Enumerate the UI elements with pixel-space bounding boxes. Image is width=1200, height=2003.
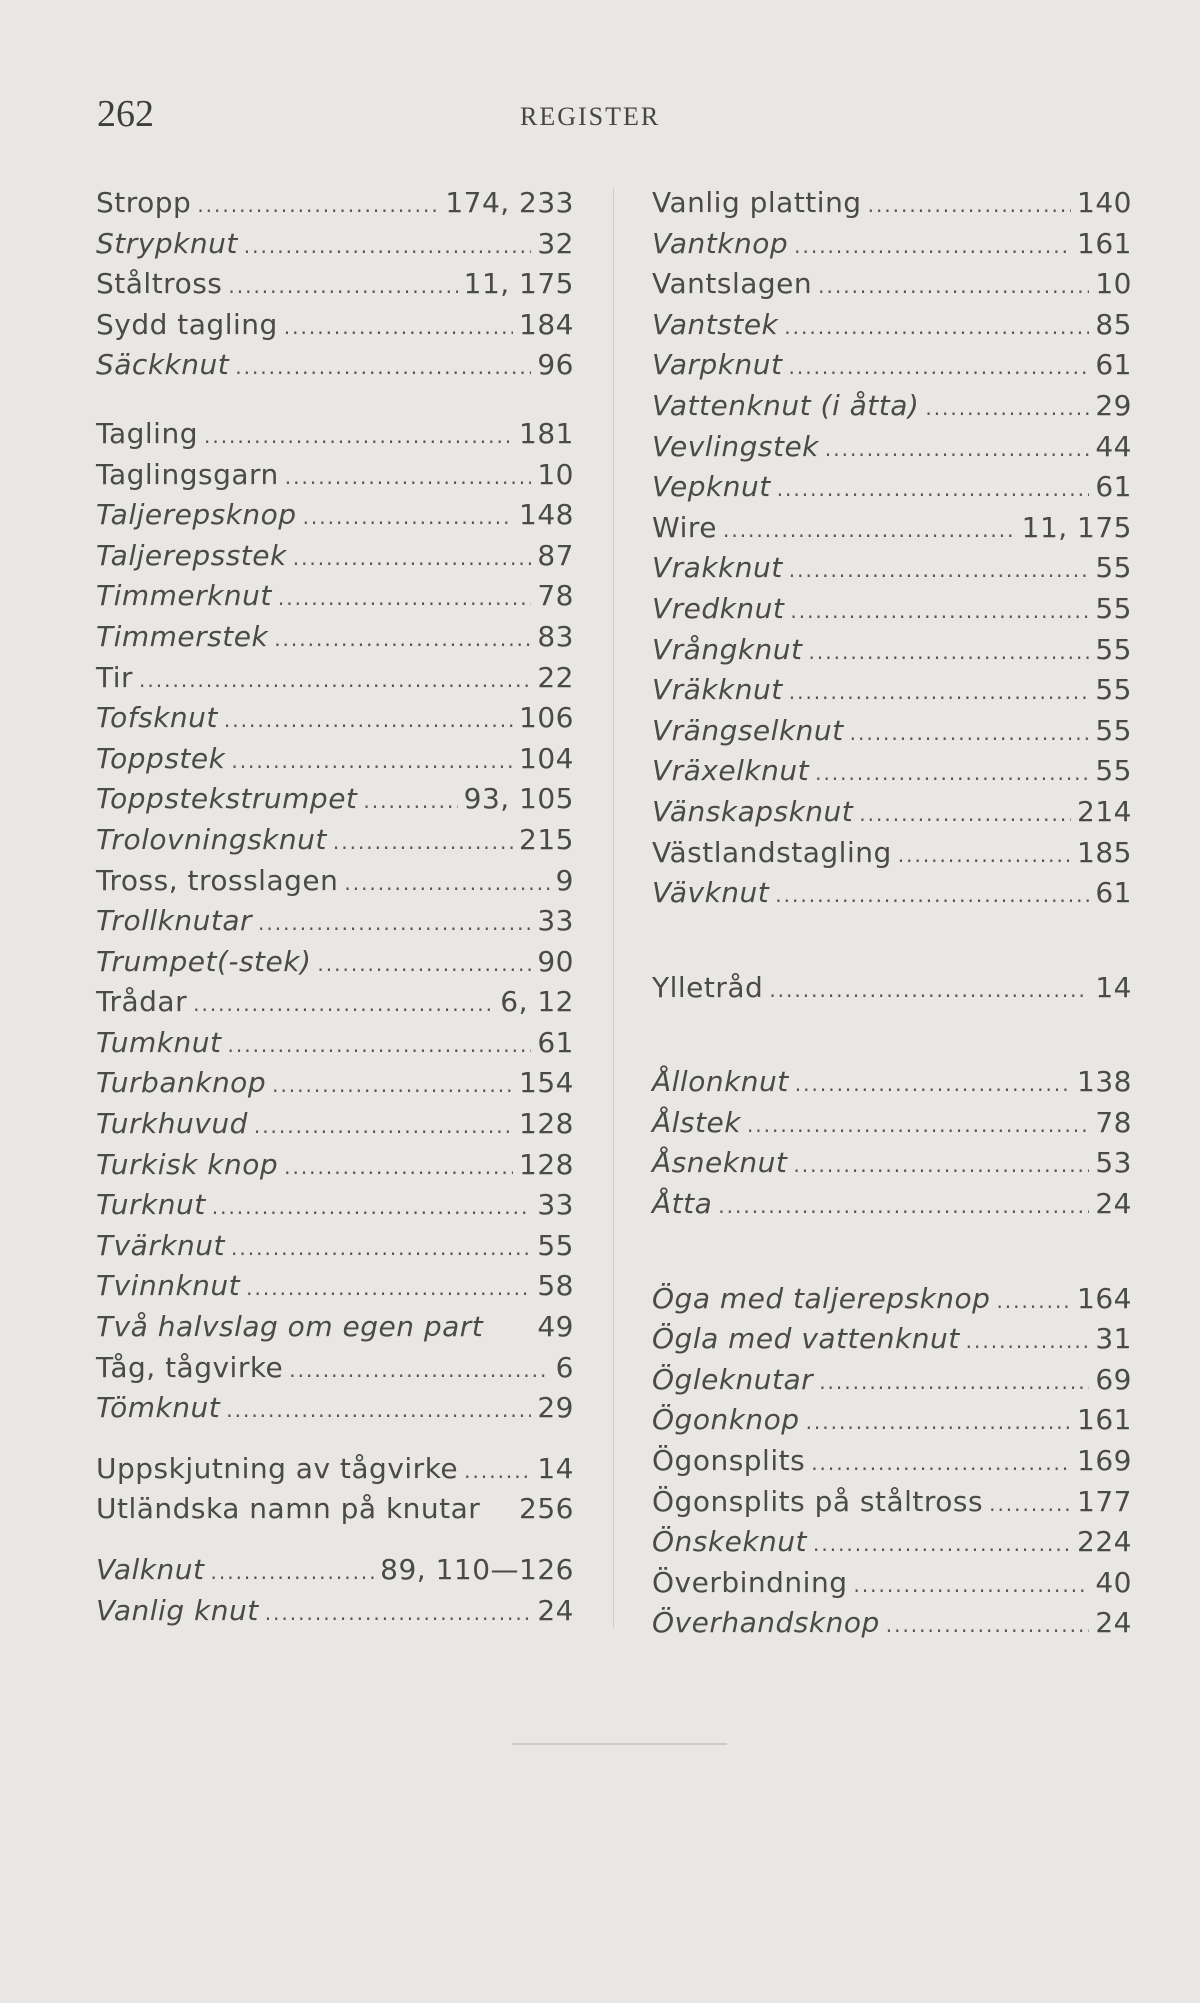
dot-leader <box>723 510 1016 551</box>
dot-leader <box>809 632 1090 673</box>
index-term: Turkisk knop <box>96 1147 279 1181</box>
index-entry <box>652 1279 1132 1320</box>
index-term: Vrängselknut <box>652 713 844 747</box>
index-term: Åtta <box>652 1187 713 1221</box>
page-reference: 55 <box>1095 673 1132 707</box>
dot-leader <box>244 226 532 267</box>
index-term: Tumknut <box>96 1025 222 1059</box>
index-term: Taglingsgarn <box>96 457 279 491</box>
dot-leader <box>853 1565 1089 1606</box>
page-reference: 6 <box>555 1350 574 1384</box>
page-reference: 24 <box>537 1593 574 1627</box>
index-term: Säckknut <box>96 348 230 382</box>
index-entry <box>652 711 1132 752</box>
dot-leader <box>777 469 1090 510</box>
dot-leader <box>284 1147 513 1188</box>
index-term: Sydd tagling <box>96 307 278 341</box>
index-entry <box>652 224 1132 265</box>
index-entry <box>652 1482 1132 1523</box>
index-term: Vredknut <box>652 591 785 625</box>
index-term: Trollknutar <box>96 904 252 938</box>
index-term: Tåg, tågvirke <box>96 1350 284 1384</box>
index-entry <box>96 536 574 577</box>
page-reference: 104 <box>519 741 574 775</box>
index-column-left <box>96 183 574 1631</box>
page-reference: 55 <box>1095 754 1132 788</box>
index-entry <box>652 1062 1132 1103</box>
index-term: Ållonknut <box>652 1065 789 1099</box>
index-entry <box>96 576 574 617</box>
section-gap <box>96 386 574 414</box>
dot-leader <box>254 1106 513 1147</box>
page-reference: 32 <box>537 226 574 260</box>
dot-leader <box>224 700 513 741</box>
index-entry <box>652 1522 1132 1563</box>
index-entry <box>96 183 574 224</box>
dot-leader <box>464 1451 531 1492</box>
page-reference: 33 <box>537 1188 574 1222</box>
index-entry <box>96 495 574 536</box>
page-reference: 10 <box>537 457 574 491</box>
page-reference: 148 <box>519 498 574 532</box>
dot-leader <box>886 1605 1090 1646</box>
dot-leader <box>806 1402 1071 1443</box>
dot-leader <box>815 753 1089 794</box>
index-term: Vantstek <box>652 307 779 341</box>
index-entry <box>96 779 574 820</box>
page-reference: 61 <box>1095 348 1132 382</box>
index-term: Toppstekstrumpet <box>96 782 358 816</box>
index-term: Trumpet(-stek) <box>96 944 312 978</box>
dot-leader <box>813 1524 1071 1565</box>
index-entry <box>96 224 574 265</box>
index-entry <box>652 386 1132 427</box>
index-entry <box>96 1348 574 1389</box>
page-reference: 61 <box>1095 470 1132 504</box>
dot-leader <box>850 713 1090 754</box>
index-entry <box>96 1145 574 1186</box>
page-reference: 31 <box>1095 1322 1132 1356</box>
index-term: Turbanknop <box>96 1066 267 1100</box>
index-term: Uppskjutning av tågvirke <box>96 1451 459 1485</box>
index-entry <box>96 1266 574 1307</box>
index-entry <box>652 1563 1132 1604</box>
dot-leader <box>769 970 1089 1011</box>
index-entry <box>652 183 1132 224</box>
dot-leader <box>789 672 1090 713</box>
page-reference: 11, 175 <box>1021 510 1132 544</box>
index-entry <box>652 1360 1132 1401</box>
page-reference: 128 <box>519 1107 574 1141</box>
bottom-rule <box>512 1743 727 1745</box>
dot-leader <box>265 1593 532 1634</box>
index-term: Vanlig platting <box>652 186 862 219</box>
index-entry <box>652 630 1132 671</box>
index-term: Timmerknut <box>96 579 272 613</box>
index-term: Taljerepsknop <box>96 498 297 532</box>
index-entry <box>652 833 1132 874</box>
dot-leader <box>317 944 531 985</box>
column-divider <box>613 188 614 1628</box>
page-reference: 154 <box>519 1066 574 1100</box>
index-entry <box>652 508 1132 549</box>
index-term: Ögonsplits <box>652 1444 806 1478</box>
index-entry <box>96 345 574 386</box>
index-term: Överhandsknop <box>652 1606 880 1640</box>
dot-leader <box>344 863 549 904</box>
index-term: Ögonknop <box>652 1403 800 1437</box>
index-term: Västlandstagling <box>652 835 892 869</box>
dot-leader <box>811 1443 1071 1484</box>
dot-leader <box>204 416 513 457</box>
page-reference: 53 <box>1095 1146 1132 1180</box>
index-term: Överbindning <box>652 1565 848 1599</box>
index-term: Två halvslag om egen part <box>96 1310 484 1344</box>
page-reference: 96 <box>537 348 574 382</box>
index-entry <box>652 1319 1132 1360</box>
page-reference: 24 <box>1095 1606 1132 1640</box>
index-term: Timmerstek <box>96 619 269 653</box>
dot-leader <box>212 1187 532 1228</box>
dot-leader <box>747 1105 1089 1146</box>
dot-leader <box>819 1362 1089 1403</box>
dot-leader <box>794 226 1071 267</box>
dot-leader <box>231 741 513 782</box>
index-term: Ögonsplits på ståltross <box>652 1484 984 1518</box>
index-entry <box>96 861 574 902</box>
index-entry <box>96 982 574 1023</box>
index-entry <box>652 1143 1132 1184</box>
index-term: Tross, trosslagen <box>96 863 339 897</box>
index-entry <box>96 658 574 699</box>
section-gap <box>96 1530 574 1550</box>
page-reference: 55 <box>537 1228 574 1262</box>
dot-leader <box>718 1186 1089 1227</box>
index-entry <box>96 1185 574 1226</box>
page-reference: 87 <box>537 538 574 572</box>
index-term: Vänskapsknut <box>652 794 854 828</box>
index-entry <box>652 968 1132 1009</box>
page-reference: 6, 12 <box>500 985 574 1019</box>
page-reference: 214 <box>1077 794 1132 828</box>
page-reference: 106 <box>519 701 574 735</box>
index-term: Vanlig knut <box>96 1593 259 1627</box>
index-term: Vrakknut <box>652 551 783 585</box>
index-entry <box>96 414 574 455</box>
index-entry <box>96 1550 574 1591</box>
page-reference: 78 <box>537 579 574 613</box>
section-gap <box>652 914 1132 968</box>
index-term: Trådar <box>96 985 188 1019</box>
page-reference: 24 <box>1095 1187 1132 1221</box>
page-reference: 78 <box>1095 1105 1132 1139</box>
dot-leader <box>226 1390 531 1431</box>
dot-leader <box>925 388 1089 429</box>
index-entry <box>652 305 1132 346</box>
dot-leader <box>825 429 1089 470</box>
index-entry <box>96 305 574 346</box>
index-entry <box>652 792 1132 833</box>
page-reference: 55 <box>1095 632 1132 666</box>
page-reference: 83 <box>537 619 574 653</box>
page-reference: 55 <box>1095 713 1132 747</box>
dot-leader <box>289 1350 549 1391</box>
index-term: Ålstek <box>652 1105 741 1139</box>
index-entry <box>652 751 1132 792</box>
index-term: Valknut <box>96 1553 205 1586</box>
dot-leader <box>211 1552 375 1593</box>
index-entry <box>96 1063 574 1104</box>
index-entry <box>96 1023 574 1064</box>
dot-leader <box>898 835 1071 876</box>
page-reference: 10 <box>1095 267 1132 301</box>
index-term: Ståltross <box>96 267 223 301</box>
dot-leader <box>272 1065 513 1106</box>
page-reference: 11, 175 <box>463 267 574 301</box>
index-term: Vevlingstek <box>652 429 819 463</box>
page-reference: 89, 110—126 <box>380 1553 574 1586</box>
running-head: REGISTER <box>520 102 661 131</box>
page-reference: 22 <box>537 660 574 694</box>
index-term: Vantknop <box>652 226 789 260</box>
index-entry <box>96 455 574 496</box>
page-reference: 128 <box>519 1147 574 1181</box>
dot-leader <box>868 185 1071 226</box>
page-reference: 9 <box>555 863 574 897</box>
index-entry <box>652 1103 1132 1144</box>
index-term: Ögla med vattenknut <box>652 1322 960 1356</box>
page-reference: 169 <box>1077 1444 1132 1478</box>
page-reference: 185 <box>1077 835 1132 869</box>
page-reference: 61 <box>537 1025 574 1059</box>
index-term: Taljerepsstek <box>96 538 287 572</box>
page-reference: 69 <box>1095 1362 1132 1396</box>
dot-leader <box>231 1228 531 1269</box>
index-term: Vepknut <box>652 470 771 504</box>
dot-leader <box>996 1281 1071 1322</box>
page-reference: 49 <box>537 1310 574 1344</box>
page-reference: 138 <box>1077 1065 1132 1099</box>
index-entry <box>96 698 574 739</box>
index-term: Tömknut <box>96 1391 221 1425</box>
index-entry <box>652 1441 1132 1482</box>
index-entry <box>96 901 574 942</box>
index-entry <box>652 548 1132 589</box>
dot-leader <box>789 550 1090 591</box>
dot-leader <box>193 984 494 1025</box>
index-entry <box>652 264 1132 305</box>
index-entry <box>652 427 1132 468</box>
dot-leader <box>303 497 513 538</box>
index-entry <box>96 1104 574 1145</box>
page-reference: 164 <box>1077 1281 1132 1315</box>
page-reference: 85 <box>1095 307 1132 341</box>
page-reference: 140 <box>1077 186 1132 219</box>
page-reference: 215 <box>519 822 574 856</box>
page-reference: 90 <box>537 944 574 978</box>
page-reference: 161 <box>1077 226 1132 260</box>
dot-leader <box>333 822 513 863</box>
index-entry <box>96 1307 574 1348</box>
index-entry <box>652 589 1132 630</box>
page-number: 262 <box>97 93 154 135</box>
page-reference: 14 <box>1095 970 1132 1004</box>
index-term: Tagling <box>96 416 198 450</box>
dot-leader <box>139 660 531 701</box>
dot-leader <box>284 307 513 348</box>
index-term: Turknut <box>96 1188 206 1222</box>
dot-leader <box>363 781 457 822</box>
index-term: Tvinnknut <box>96 1269 241 1303</box>
index-entry <box>96 617 574 658</box>
page-reference: 224 <box>1077 1525 1132 1559</box>
index-term: Ylletråd <box>652 970 764 1004</box>
dot-leader <box>859 794 1071 835</box>
index-term: Vantslagen <box>652 267 813 301</box>
index-term: Tofsknut <box>96 701 218 735</box>
index-term: Turkhuvud <box>96 1107 248 1141</box>
dot-leader <box>274 619 531 660</box>
page-reference: 55 <box>1095 591 1132 625</box>
index-term: Vräxelknut <box>652 754 810 788</box>
page-reference: 29 <box>1095 388 1132 422</box>
index-term: Strypknut <box>96 226 238 260</box>
index-term: Toppstek <box>96 741 226 775</box>
dot-leader <box>784 307 1089 348</box>
dot-leader <box>235 347 531 388</box>
index-entry <box>96 820 574 861</box>
dot-leader <box>775 875 1089 916</box>
dot-leader <box>246 1268 531 1309</box>
dot-leader <box>789 347 1090 388</box>
section-gap <box>96 1429 574 1449</box>
index-term: Trolovningsknut <box>96 822 327 856</box>
index-column-right <box>652 183 1132 1644</box>
index-entry <box>652 345 1132 386</box>
page-reference: 161 <box>1077 1403 1132 1437</box>
dot-leader <box>285 457 532 498</box>
dot-leader <box>278 578 532 619</box>
index-term: Stropp <box>96 186 192 219</box>
page-reference: 174, 233 <box>445 186 574 219</box>
dot-leader <box>228 266 457 307</box>
index-entry <box>96 1449 574 1490</box>
page-reference: 33 <box>537 904 574 938</box>
dot-leader <box>228 1025 532 1066</box>
index-term: Vattenknut (i åtta) <box>652 388 920 422</box>
index-term: Varpknut <box>652 348 783 382</box>
index-entry <box>652 1400 1132 1441</box>
section-gap <box>652 1225 1132 1279</box>
page-reference: 58 <box>537 1269 574 1303</box>
index-term: Utländska namn på knutar <box>96 1492 481 1526</box>
dot-leader <box>293 538 532 579</box>
index-entry <box>652 1603 1132 1644</box>
page-reference: 93, 105 <box>463 782 574 816</box>
index-entry <box>652 467 1132 508</box>
page-reference: 177 <box>1077 1484 1132 1518</box>
page-reference: 55 <box>1095 551 1132 585</box>
page-reference: 14 <box>537 1451 574 1485</box>
dot-leader <box>258 903 531 944</box>
page-reference: 40 <box>1095 1565 1132 1599</box>
dot-leader <box>989 1484 1071 1525</box>
index-term: Öga med taljerepsknop <box>652 1281 991 1315</box>
index-term: Vävknut <box>652 876 770 910</box>
index-term: Wire <box>652 510 717 544</box>
dot-leader <box>793 1145 1089 1186</box>
index-entry <box>96 1591 574 1632</box>
index-term: Vrångknut <box>652 632 803 666</box>
index-term: Åsneknut <box>652 1146 788 1180</box>
index-entry <box>96 942 574 983</box>
index-term: Önskeknut <box>652 1525 807 1559</box>
index-entry <box>652 873 1132 914</box>
dot-leader <box>795 1064 1071 1105</box>
index-entry <box>652 1184 1132 1225</box>
dot-leader <box>818 266 1089 307</box>
section-gap <box>652 1008 1132 1062</box>
index-entry <box>652 670 1132 711</box>
index-entry <box>96 1388 574 1429</box>
dot-leader <box>966 1321 1090 1362</box>
index-entry <box>96 264 574 305</box>
page-reference: 29 <box>537 1391 574 1425</box>
page-reference: 256 <box>519 1492 574 1526</box>
page-reference: 61 <box>1095 876 1132 910</box>
index-entry <box>96 739 574 780</box>
page-reference: 44 <box>1095 429 1132 463</box>
dot-leader <box>197 185 439 226</box>
page-reference: 184 <box>519 307 574 341</box>
index-term: Tvärknut <box>96 1228 226 1262</box>
index-term: Tir <box>96 660 134 694</box>
index-entry <box>96 1226 574 1267</box>
dot-leader <box>790 591 1089 632</box>
index-term: Vräkknut <box>652 673 783 707</box>
page-reference: 181 <box>519 416 574 450</box>
index-entry <box>96 1489 574 1530</box>
index-term: Ögleknutar <box>652 1362 814 1396</box>
